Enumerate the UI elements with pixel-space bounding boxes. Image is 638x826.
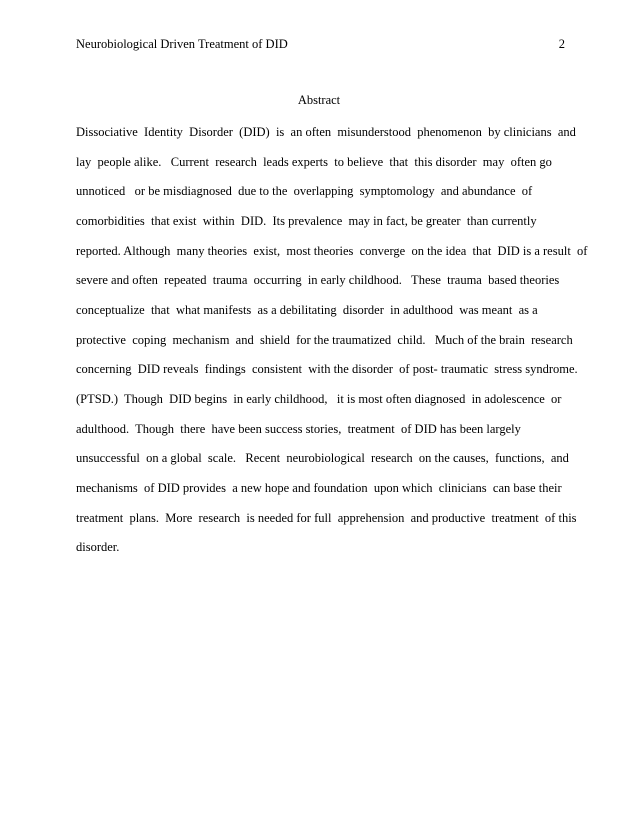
abstract-line: concerning DID reveals findings consistent with the disorder of post- traumatic stress syndrome.	[76, 362, 578, 377]
abstract-line: unnoticed or be misdiagnosed due to the overlapping symptomology and abundance of	[76, 184, 533, 199]
abstract-line: treatment plans. More research is needed for full apprehension and productive treatment of this	[76, 510, 577, 525]
running-head: Neurobiological Driven Treatment of DID	[76, 37, 288, 51]
abstract-line: mechanisms of DID provides a new hope and foundation upon which clinicians can base their	[76, 480, 562, 495]
abstract-line: conceptualize that what manifests as a debilitating disorder in adulthood was meant as a	[76, 302, 538, 317]
abstract-line: (PTSD.) Though DID begins in early childhood, it is most often diagnosed in adolescence or	[76, 391, 562, 406]
abstract-line: unsuccessful on a global scale. Recent neurobiological research on the causes, functions, and	[76, 451, 569, 466]
abstract-line: severe and often repeated trauma occurring in early childhood. These trauma based theories	[76, 273, 560, 288]
abstract-heading: Abstract	[297, 93, 341, 107]
abstract-line: reported. Although many theories exist, most theories converge on the idea that DID is a result of	[76, 243, 588, 258]
abstract-line: Dissociative Identity Disorder (DID) is an often misunderstood phenomenon by clinicians and	[76, 125, 576, 139]
abstract-line: adulthood. Though there have been success stories, treatment of DID has been largely	[76, 421, 521, 436]
abstract-line: comorbidities that exist within DID. Its prevalence may in fact, be greater than currently	[76, 213, 537, 228]
page-number: 2	[558, 37, 565, 51]
abstract-line: disorder.	[76, 540, 120, 555]
abstract-line: lay people alike. Current research leads experts to believe that this disorder may often go	[76, 154, 552, 169]
abstract-line: protective coping mechanism and shield for the traumatized child. Much of the brain research	[76, 332, 573, 347]
abstract-body	[76, 124, 588, 569]
